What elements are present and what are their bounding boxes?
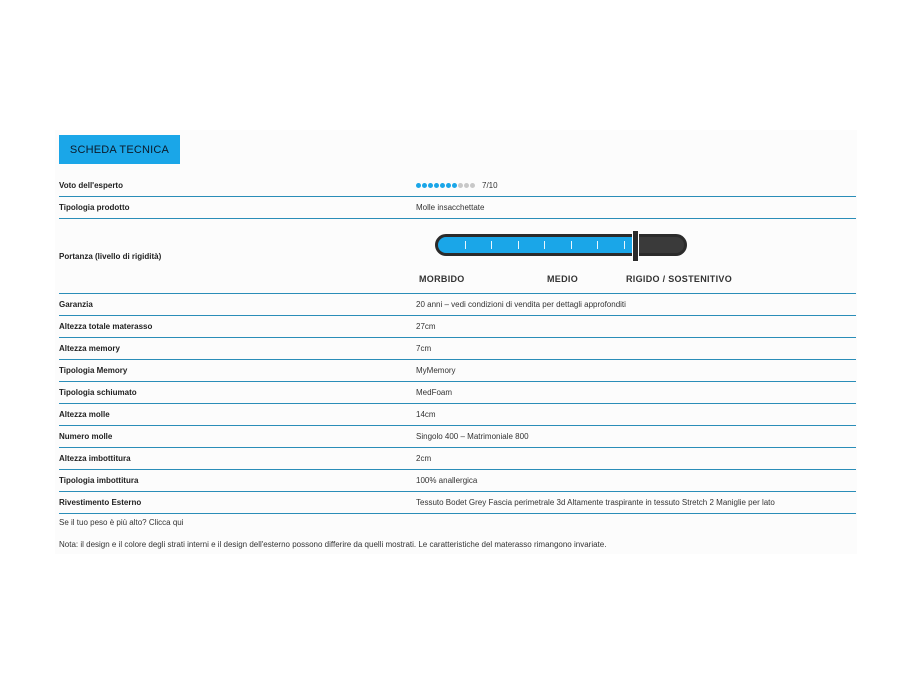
row-value: 20 anni – vedi condizioni di vendita per dettagli approfonditi [416,300,626,309]
weight-link[interactable]: Se il tuo peso è più alto? Clicca qui [59,518,184,527]
row-label: Numero molle [59,432,113,441]
row-value: 27cm [416,322,436,331]
gauge-marker [632,230,639,262]
table-row [59,448,856,470]
row-label: Altezza totale materasso [59,322,153,331]
table-row [59,316,856,338]
row-value: 14cm [416,410,436,419]
gauge-label-rigido: RIGIDO / SOSTENITIVO [626,274,733,284]
table-row [59,338,856,360]
table-row-gauge [59,219,856,294]
rating-dot-filled [440,183,445,188]
row-label: Tipologia imbottitura [59,476,139,485]
row-label: Altezza memory [59,344,120,353]
row-label: Portanza (livello di rigidità) [59,251,162,261]
rating-dot-empty [458,183,463,188]
rating-text: 7/10 [482,181,498,190]
rating-dot-filled [446,183,451,188]
disclaimer-note: Nota: il design e il colore degli strati interni e il design dell'esterno possono differire da quelli mostrati. Le caratteristiche del materasso rimangono invariate. [59,540,607,549]
gauge-fill [438,237,635,253]
row-value: MedFoam [416,388,453,397]
rating-dot-filled [416,183,421,188]
rating-dot-filled [422,183,427,188]
row-label: Tipologia schiumato [59,388,137,397]
table-row [59,470,856,492]
rating-dots [416,183,475,188]
table-row [59,426,856,448]
table-row [59,197,856,219]
rating-dot-filled [428,183,433,188]
gauge-label-morbido: MORBIDO [419,274,465,284]
gauge-tick [624,241,625,249]
gauge-tick [597,241,598,249]
table-row-rating [59,175,856,197]
row-value: Molle insacchettate [416,203,485,212]
row-label: Tipologia prodotto [59,203,130,212]
tab-scheda-tecnica[interactable]: SCHEDA TECNICA [59,135,180,164]
row-value: MyMemory [416,366,456,375]
firmness-gauge [416,220,856,292]
row-label: Altezza molle [59,410,110,419]
rating-dot-empty [470,183,475,188]
table-row [59,360,856,382]
table-row [59,382,856,404]
gauge-tick [465,241,466,249]
table-row [59,492,856,514]
row-label: Tipologia Memory [59,366,128,375]
row-label: Garanzia [59,300,93,309]
table-row [59,404,856,426]
gauge-tick [491,241,492,249]
table-row [59,294,856,316]
row-value: 7cm [416,344,432,353]
rating-value [416,181,856,190]
row-value: 100% anallergica [416,476,478,485]
gauge-tick [518,241,519,249]
spec-table [59,175,856,514]
rating-dot-empty [464,183,469,188]
row-label: Voto dell'esperto [59,181,123,190]
row-label: Altezza imbottitura [59,454,131,463]
gauge-bar [435,234,687,256]
row-value: 2cm [416,454,432,463]
notes [59,518,606,562]
gauge-tick [571,241,572,249]
row-value: Singolo 400 – Matrimoniale 800 [416,432,529,441]
gauge-tick [544,241,545,249]
gauge-label-medio: MEDIO [547,274,579,284]
rating-dot-filled [452,183,457,188]
rating-dot-filled [434,183,439,188]
row-value: Tessuto Bodet Grey Fascia perimetrale 3d Altamente traspirante in tessuto Stretch 2 Maniglie per lato [416,498,775,507]
row-label: Rivestimento Esterno [59,498,142,507]
